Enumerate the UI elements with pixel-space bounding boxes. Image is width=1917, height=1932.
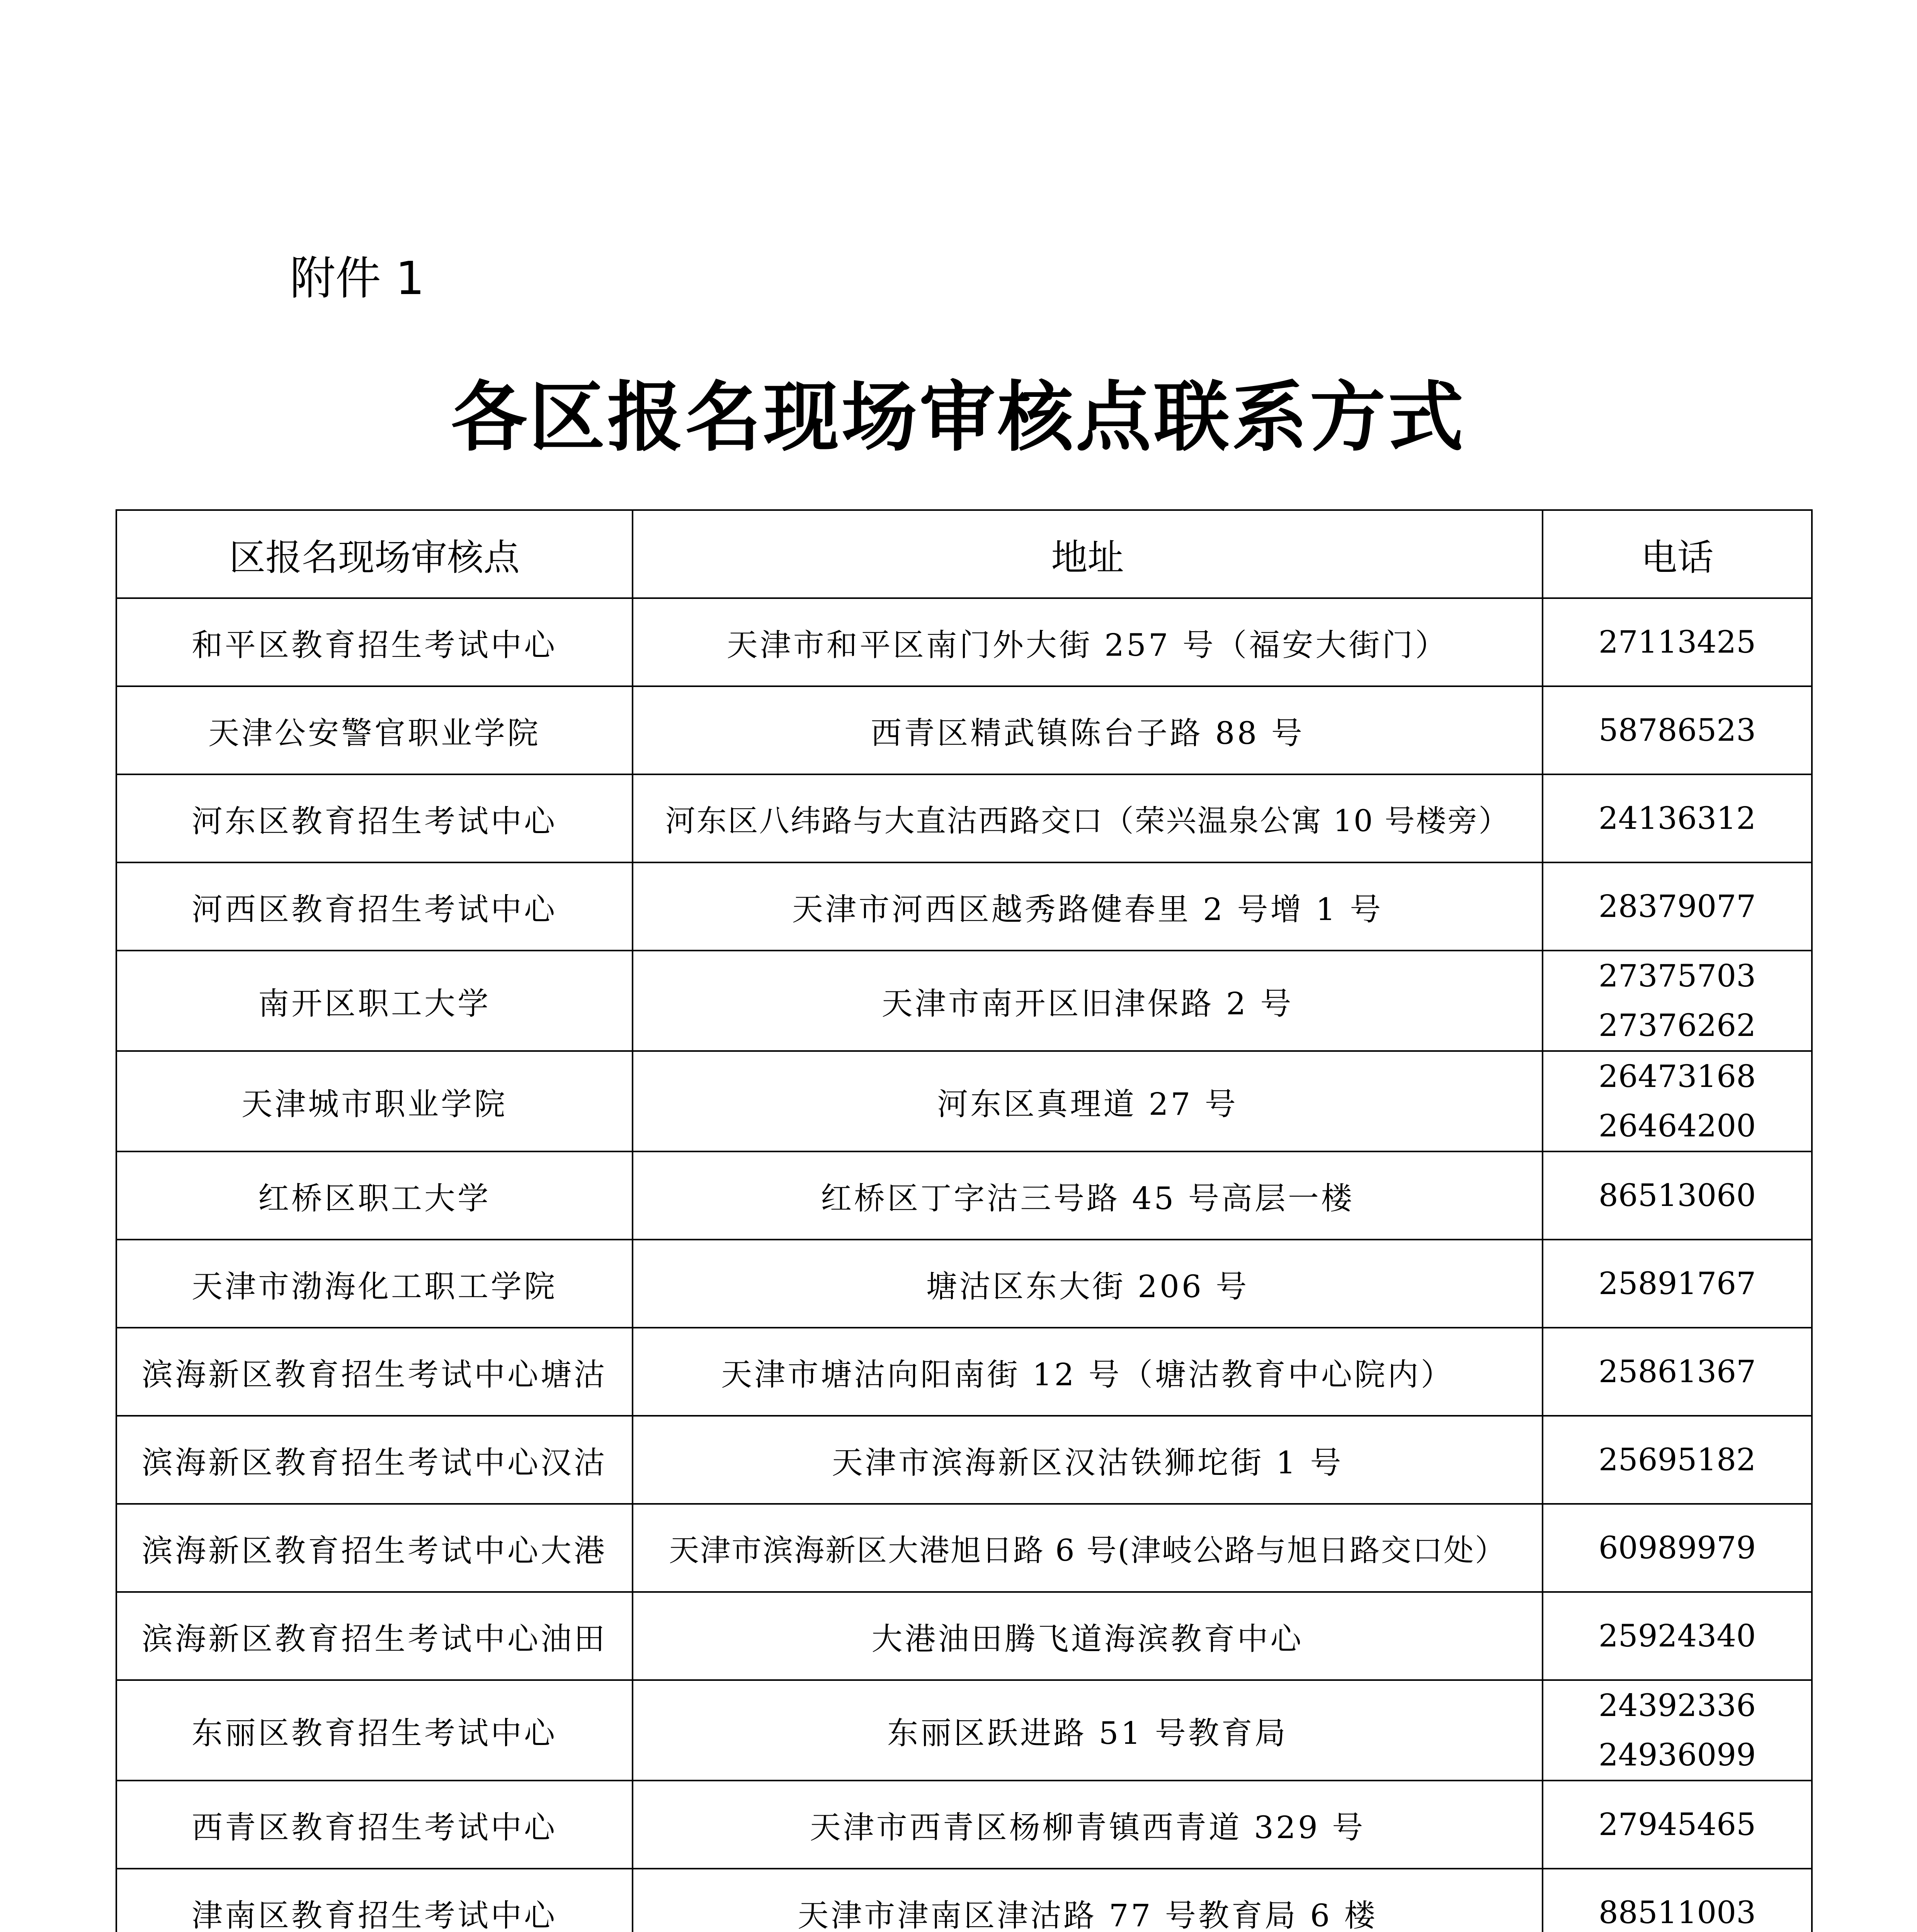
- table-header: [116, 510, 1812, 598]
- phone-cell: [1543, 1051, 1812, 1151]
- phone-number: 25924340: [1598, 1618, 1756, 1654]
- address-cell: 天津市南开区旧津保路 2 号: [633, 951, 1543, 1051]
- phone-number: 26464200: [1598, 1108, 1756, 1144]
- site-name-cell: 滨海新区教育招生考试中心塘沽: [116, 1328, 633, 1416]
- phone-cell: [1543, 598, 1812, 686]
- table-row: [116, 951, 1812, 1051]
- phone-number: 27376262: [1598, 1007, 1756, 1043]
- phone-number: 25861367: [1598, 1354, 1756, 1389]
- phone-cell: [1543, 1151, 1812, 1240]
- site-name-cell: 南开区职工大学: [116, 951, 633, 1051]
- column-header-site: 区报名现场审核点: [116, 510, 633, 598]
- site-name-cell: 滨海新区教育招生考试中心油田: [116, 1592, 633, 1680]
- column-header-address: 地址: [633, 510, 1543, 598]
- phone-cell: [1543, 1680, 1812, 1781]
- page-title: 各区报名现场审核点联系方式: [451, 373, 1466, 462]
- phone-cell: [1543, 862, 1812, 951]
- address-cell: 大港油田腾飞道海滨教育中心: [633, 1592, 1543, 1680]
- table-row: [116, 1328, 1812, 1416]
- table-row: [116, 1240, 1812, 1328]
- table-row: [116, 862, 1812, 951]
- phone-cell: [1543, 951, 1812, 1051]
- phone-number: 26473168: [1598, 1058, 1756, 1094]
- site-name-cell: 东丽区教育招生考试中心: [116, 1680, 633, 1781]
- site-name-cell: 河西区教育招生考试中心: [116, 862, 633, 951]
- table-row: [116, 1781, 1812, 1869]
- site-name-cell: 天津市渤海化工职工学院: [116, 1240, 633, 1328]
- phone-cell: [1543, 1869, 1812, 1932]
- site-name-cell: 天津城市职业学院: [116, 1051, 633, 1151]
- address-cell: 天津市津南区津沽路 77 号教育局 6 楼: [633, 1869, 1543, 1932]
- phone-cell: [1543, 1781, 1812, 1869]
- phone-cell: [1543, 1416, 1812, 1504]
- table-row: [116, 1869, 1812, 1932]
- address-cell: 天津市西青区杨柳青镇西青道 329 号: [633, 1781, 1543, 1869]
- address-cell: 河东区真理道 27 号: [633, 1051, 1543, 1151]
- phone-cell: [1543, 1592, 1812, 1680]
- contact-table: [116, 509, 1813, 1932]
- phone-number: 86513060: [1598, 1177, 1756, 1213]
- phone-number: 24392336: [1598, 1687, 1756, 1723]
- phone-number: 27945465: [1598, 1806, 1756, 1842]
- table-body: [116, 598, 1812, 1932]
- phone-number: 28379077: [1598, 888, 1756, 924]
- address-cell: 塘沽区东大街 206 号: [633, 1240, 1543, 1328]
- site-name-cell: 河东区教育招生考试中心: [116, 774, 633, 862]
- phone-number: 27375703: [1598, 958, 1756, 994]
- address-cell: 天津市滨海新区大港旭日路 6 号(津岐公路与旭日路交口处）: [633, 1504, 1543, 1592]
- site-name-cell: 天津公安警官职业学院: [116, 686, 633, 774]
- phone-cell: [1543, 686, 1812, 774]
- phone-cell: [1543, 1328, 1812, 1416]
- phone-number: 25695182: [1598, 1442, 1756, 1478]
- address-cell: 天津市和平区南门外大街 257 号（福安大街门）: [633, 598, 1543, 686]
- table-row: [116, 1592, 1812, 1680]
- phone-number: 24136312: [1598, 800, 1756, 836]
- phone-number: 25891767: [1598, 1265, 1756, 1301]
- table-row: [116, 1680, 1812, 1781]
- site-name-cell: 和平区教育招生考试中心: [116, 598, 633, 686]
- address-cell: 西青区精武镇陈台子路 88 号: [633, 686, 1543, 774]
- table-row: [116, 1151, 1812, 1240]
- site-name-cell: 滨海新区教育招生考试中心汉沽: [116, 1416, 633, 1504]
- column-header-phone: 电话: [1543, 510, 1812, 598]
- site-name-cell: 津南区教育招生考试中心: [116, 1869, 633, 1932]
- phone-number: 24936099: [1598, 1737, 1756, 1773]
- table-header-row: [116, 510, 1812, 598]
- table-row: [116, 686, 1812, 774]
- address-cell: 天津市滨海新区汉沽铁狮坨街 1 号: [633, 1416, 1543, 1504]
- attachment-label: 附件 1: [290, 252, 425, 305]
- table-row: [116, 598, 1812, 686]
- table-row: [116, 1416, 1812, 1504]
- site-name-cell: 滨海新区教育招生考试中心大港: [116, 1504, 633, 1592]
- site-name-cell: 西青区教育招生考试中心: [116, 1781, 633, 1869]
- table-row: [116, 1051, 1812, 1151]
- phone-cell: [1543, 1240, 1812, 1328]
- phone-number: 88511003: [1598, 1895, 1756, 1930]
- phone-number: 58786523: [1598, 712, 1756, 748]
- phone-number: 60989979: [1598, 1530, 1756, 1566]
- phone-number: 27113425: [1598, 624, 1756, 660]
- address-cell: 天津市塘沽向阳南街 12 号（塘沽教育中心院内）: [633, 1328, 1543, 1416]
- phone-cell: [1543, 774, 1812, 862]
- table-row: [116, 1504, 1812, 1592]
- address-cell: 天津市河西区越秀路健春里 2 号增 1 号: [633, 862, 1543, 951]
- address-cell: 东丽区跃进路 51 号教育局: [633, 1680, 1543, 1781]
- address-cell: 河东区八纬路与大直沽西路交口（荣兴温泉公寓 10 号楼旁）: [633, 774, 1543, 862]
- site-name-cell: 红桥区职工大学: [116, 1151, 633, 1240]
- address-cell: 红桥区丁字沽三号路 45 号高层一楼: [633, 1151, 1543, 1240]
- phone-cell: [1543, 1504, 1812, 1592]
- table-row: [116, 774, 1812, 862]
